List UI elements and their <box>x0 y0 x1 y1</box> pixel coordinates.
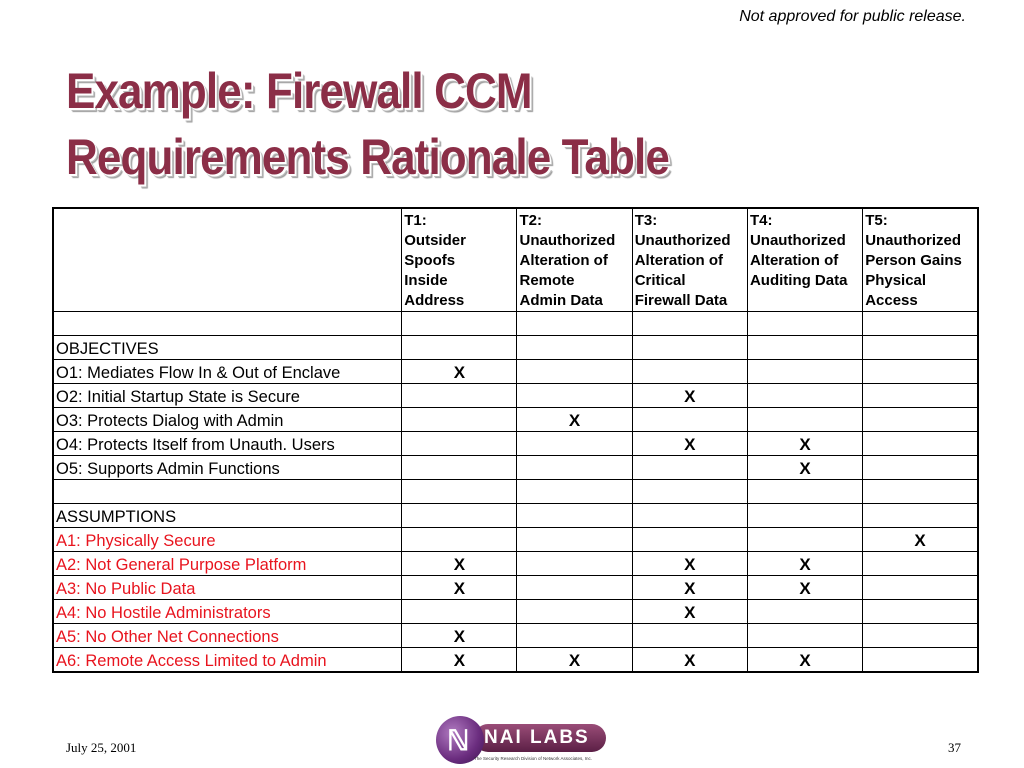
header-line: Unauthorized <box>749 232 846 249</box>
page-number: 37 <box>948 740 961 755</box>
row-label <box>53 480 402 504</box>
header-line: Firewall Data <box>634 292 728 309</box>
mark-cell <box>517 504 632 528</box>
mark-cell: X <box>632 648 747 673</box>
header-line: T2: <box>519 212 542 229</box>
mark-cell <box>863 624 978 648</box>
mark-cell <box>632 504 747 528</box>
mark-cell: X <box>747 432 862 456</box>
mark-cell <box>517 360 632 384</box>
mark-cell <box>863 432 978 456</box>
header-threat-t2 <box>517 208 632 312</box>
mark-cell: X <box>632 384 747 408</box>
mark-cell: X <box>863 528 978 552</box>
mark-cell <box>517 336 632 360</box>
mark-cell: X <box>517 408 632 432</box>
slide-title <box>66 58 669 190</box>
mark-cell <box>632 312 747 336</box>
mark-cell <box>747 624 862 648</box>
row-label: A5: No Other Net Connections <box>53 624 402 648</box>
table-row <box>53 552 978 576</box>
header-line: T3: <box>634 212 658 229</box>
mark-cell <box>402 456 517 480</box>
header-line: Spoofs <box>404 252 456 269</box>
mark-cell <box>632 528 747 552</box>
header-line: Alteration of <box>519 252 608 269</box>
mark-cell <box>863 360 978 384</box>
table-row <box>53 384 978 408</box>
mark-cell <box>402 600 517 624</box>
table-row <box>53 648 978 673</box>
table-row <box>53 480 978 504</box>
mark-cell: X <box>747 456 862 480</box>
mark-cell <box>632 624 747 648</box>
mark-cell <box>632 480 747 504</box>
mark-cell <box>747 336 862 360</box>
mark-cell <box>747 504 862 528</box>
rationale-table <box>52 207 979 673</box>
header-line: Unauthorized <box>865 232 962 249</box>
header-line: Person Gains <box>865 252 962 269</box>
header-line: Alteration of <box>749 252 839 269</box>
header-corner-cell <box>53 208 402 312</box>
header-line: Auditing Data <box>749 272 848 289</box>
mark-cell: X <box>632 432 747 456</box>
mark-cell: X <box>402 648 517 673</box>
mark-cell <box>402 336 517 360</box>
header-line: Address <box>404 292 465 309</box>
mark-cell <box>863 600 978 624</box>
row-label: O1: Mediates Flow In & Out of Enclave <box>53 360 402 384</box>
mark-cell <box>863 504 978 528</box>
mark-cell: X <box>747 648 862 673</box>
table-row <box>53 600 978 624</box>
table-row <box>53 360 978 384</box>
mark-cell <box>517 576 632 600</box>
mark-cell <box>747 312 862 336</box>
mark-cell <box>402 528 517 552</box>
header-line: Unauthorized <box>519 232 616 249</box>
row-label: A6: Remote Access Limited to Admin <box>53 648 402 673</box>
mark-cell: X <box>747 552 862 576</box>
mark-cell <box>747 384 862 408</box>
row-label: O4: Protects Itself from Unauth. Users <box>53 432 402 456</box>
mark-cell <box>517 624 632 648</box>
table-row <box>53 504 978 528</box>
mark-cell <box>863 384 978 408</box>
mark-cell <box>747 528 862 552</box>
header-threat-t4 <box>747 208 862 312</box>
row-label: OBJECTIVES <box>53 336 402 360</box>
mark-cell <box>863 552 978 576</box>
release-notice: Not approved for public release. <box>739 8 966 25</box>
mark-cell <box>402 432 517 456</box>
header-line: Alteration of <box>634 252 724 269</box>
mark-cell <box>517 432 632 456</box>
row-label <box>53 312 402 336</box>
row-label: A4: No Hostile Administrators <box>53 600 402 624</box>
table-row <box>53 336 978 360</box>
mark-cell <box>402 408 517 432</box>
row-label: A3: No Public Data <box>53 576 402 600</box>
header-threat-t1 <box>402 208 517 312</box>
header-line: T5: <box>865 212 888 229</box>
mark-cell <box>517 456 632 480</box>
mark-cell <box>402 504 517 528</box>
mark-cell: X <box>632 576 747 600</box>
header-line: T4: <box>749 212 773 229</box>
mark-cell <box>402 312 517 336</box>
table-row <box>53 312 978 336</box>
title-line-1: Example: Firewall CCM <box>66 63 532 119</box>
mark-cell <box>517 552 632 576</box>
footer-date: July 25, 2001 <box>66 740 137 755</box>
mark-cell <box>517 528 632 552</box>
header-line: Physical <box>865 272 927 289</box>
mark-cell: X <box>402 576 517 600</box>
mark-cell <box>402 384 517 408</box>
mark-cell <box>632 456 747 480</box>
mark-cell <box>632 360 747 384</box>
header-line: Critical <box>634 272 686 289</box>
header-line: Remote <box>519 272 575 289</box>
row-label: A2: Not General Purpose Platform <box>53 552 402 576</box>
mark-cell <box>402 480 517 504</box>
header-line: Access <box>865 292 918 309</box>
mark-cell <box>863 408 978 432</box>
table-row <box>53 432 978 456</box>
logo-bar <box>474 724 606 752</box>
nai-labs-logo <box>436 716 608 766</box>
mark-cell <box>632 408 747 432</box>
mark-cell <box>863 336 978 360</box>
logo-name: NAI LABS <box>484 727 590 748</box>
mark-cell: X <box>402 360 517 384</box>
header-line: Outsider <box>404 232 466 249</box>
row-label: O2: Initial Startup State is Secure <box>53 384 402 408</box>
mark-cell <box>632 336 747 360</box>
mark-cell <box>517 480 632 504</box>
mark-cell <box>747 600 862 624</box>
row-label: A1: Physically Secure <box>53 528 402 552</box>
mark-cell: X <box>402 552 517 576</box>
mark-cell <box>517 312 632 336</box>
row-label: O5: Supports Admin Functions <box>53 456 402 480</box>
mark-cell <box>517 384 632 408</box>
mark-cell <box>863 648 978 673</box>
header-line: Admin Data <box>519 292 603 309</box>
header-threat-t5 <box>863 208 978 312</box>
logo-tagline: The Security Research Division of Network Associates, Inc. <box>474 756 593 761</box>
logo-glyph-icon: ℕ <box>447 725 470 756</box>
mark-cell: X <box>747 576 862 600</box>
row-label: O3: Protects Dialog with Admin <box>53 408 402 432</box>
header-line: Inside <box>404 272 448 289</box>
mark-cell: X <box>517 648 632 673</box>
mark-cell <box>517 600 632 624</box>
table-row <box>53 408 978 432</box>
mark-cell <box>863 576 978 600</box>
mark-cell: X <box>632 600 747 624</box>
mark-cell <box>747 480 862 504</box>
table-header-row <box>53 208 978 312</box>
table-row <box>53 456 978 480</box>
table-row <box>53 528 978 552</box>
mark-cell: X <box>402 624 517 648</box>
mark-cell <box>747 408 862 432</box>
header-line: Unauthorized <box>634 232 731 249</box>
header-line: T1: <box>404 212 427 229</box>
mark-cell: X <box>632 552 747 576</box>
table-row <box>53 624 978 648</box>
table-row <box>53 576 978 600</box>
title-line-2: Requirements Rationale Table <box>66 129 669 185</box>
header-threat-t3 <box>632 208 747 312</box>
row-label: ASSUMPTIONS <box>53 504 402 528</box>
mark-cell <box>747 360 862 384</box>
mark-cell <box>863 312 978 336</box>
mark-cell <box>863 456 978 480</box>
mark-cell <box>863 480 978 504</box>
